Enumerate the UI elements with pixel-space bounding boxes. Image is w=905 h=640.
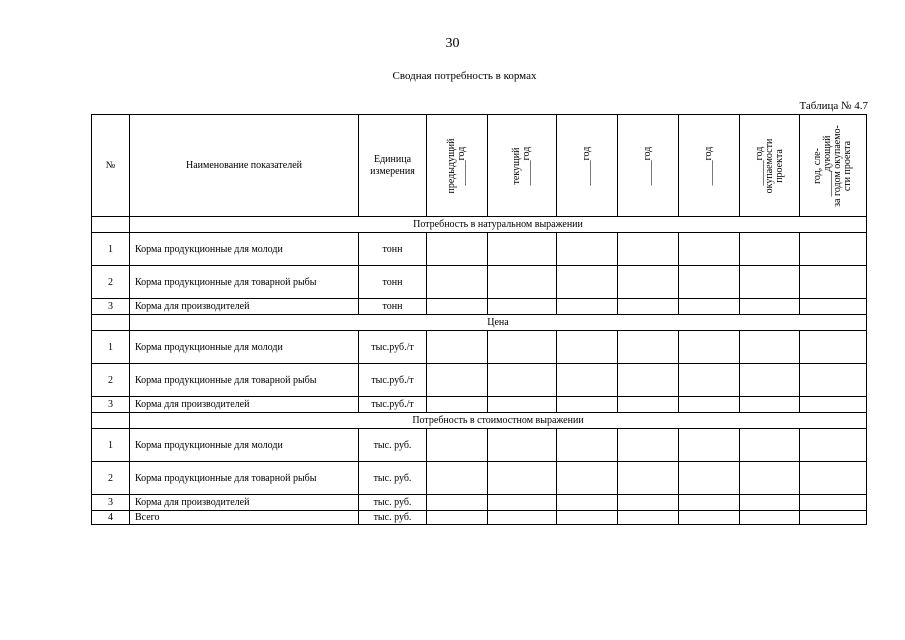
value-cell [488, 462, 557, 495]
value-cell [557, 495, 618, 511]
header-year-5 [740, 115, 800, 217]
value-cell [740, 266, 800, 299]
table-row [92, 266, 867, 299]
header-number [92, 115, 130, 217]
value-cell [618, 233, 679, 266]
section-title: Цена [130, 315, 867, 331]
feed-requirement-table [91, 114, 867, 525]
value-cell [618, 266, 679, 299]
table-body [92, 115, 867, 525]
value-cell [557, 233, 618, 266]
row-unit: тонн [359, 233, 427, 266]
value-cell [488, 397, 557, 413]
value-cell [427, 364, 488, 397]
row-name: Корма продукционные для товарной рыбы [130, 266, 359, 299]
header-year-0-line-1: _____год [456, 146, 467, 185]
value-cell [618, 397, 679, 413]
value-cell [679, 266, 740, 299]
value-cell [740, 462, 800, 495]
header-year-5-line-1: окупаемости [763, 138, 775, 193]
section-spacer-cell [92, 413, 130, 429]
value-cell [427, 495, 488, 511]
header-number-label: № [105, 160, 116, 171]
value-cell [679, 511, 740, 525]
value-cell [427, 511, 488, 525]
table-row [92, 429, 867, 462]
value-cell [488, 233, 557, 266]
value-cell [488, 511, 557, 525]
value-cell [740, 397, 800, 413]
value-cell [740, 429, 800, 462]
header-name [130, 115, 359, 217]
value-cell [800, 511, 867, 525]
row-number: 3 [92, 397, 130, 413]
value-cell [618, 331, 679, 364]
table-label: Таблица № 4.7 [799, 100, 868, 112]
value-cell [618, 364, 679, 397]
row-unit: тыс. руб. [359, 429, 427, 462]
value-cell [800, 233, 867, 266]
row-name: Корма продукционные для молоди [130, 233, 359, 266]
value-cell [800, 364, 867, 397]
header-year-1-line-1: _____год [521, 146, 532, 185]
header-year-6-line-0: год, сле- [812, 147, 823, 184]
header-year-6 [800, 115, 867, 217]
table-row [92, 462, 867, 495]
value-cell [800, 299, 867, 315]
value-cell [557, 462, 618, 495]
value-cell [427, 233, 488, 266]
value-cell [427, 266, 488, 299]
value-cell [618, 495, 679, 511]
row-name: Корма для производителей [130, 495, 359, 511]
value-cell [800, 397, 867, 413]
value-cell [679, 462, 740, 495]
section-title: Потребность в стоимостном выражении [130, 413, 867, 429]
value-cell [618, 511, 679, 525]
header-year-3 [618, 115, 679, 217]
section-spacer-cell [92, 315, 130, 331]
row-unit: тонн [359, 266, 427, 299]
value-cell [488, 364, 557, 397]
section-row [92, 413, 867, 429]
value-cell [427, 299, 488, 315]
value-cell [740, 299, 800, 315]
value-cell [488, 299, 557, 315]
value-cell [618, 299, 679, 315]
row-unit: тыс.руб./т [359, 331, 427, 364]
row-name: Корма продукционные для молоди [130, 331, 359, 364]
value-cell [557, 299, 618, 315]
section-title: Потребность в натуральном выражении [130, 217, 867, 233]
table-row [92, 364, 867, 397]
value-cell [557, 429, 618, 462]
row-unit: тыс. руб. [359, 511, 427, 525]
row-number: 3 [92, 495, 130, 511]
header-year-0 [427, 115, 488, 217]
header-year-6-line-3: сти проекта [842, 140, 853, 191]
row-number: 3 [92, 299, 130, 315]
value-cell [488, 429, 557, 462]
value-cell [557, 331, 618, 364]
value-cell [740, 233, 800, 266]
value-cell [618, 429, 679, 462]
value-cell [679, 364, 740, 397]
value-cell [488, 266, 557, 299]
value-cell [800, 429, 867, 462]
value-cell [740, 495, 800, 511]
row-number: 2 [92, 364, 130, 397]
row-name: Корма продукционные для молоди [130, 429, 359, 462]
value-cell [679, 397, 740, 413]
section-spacer-cell [92, 217, 130, 233]
header-unit [359, 115, 427, 217]
row-name: Корма продукционные для товарной рыбы [130, 462, 359, 495]
value-cell [740, 331, 800, 364]
header-year-2-line-0: _____год [581, 146, 592, 185]
value-cell [557, 266, 618, 299]
table-row [92, 331, 867, 364]
row-unit: тыс. руб. [359, 495, 427, 511]
section-row [92, 315, 867, 331]
value-cell [427, 397, 488, 413]
value-cell [557, 364, 618, 397]
row-number: 2 [92, 462, 130, 495]
table-row [92, 299, 867, 315]
header-year-6-line-2: за годом окупаемо- [832, 124, 843, 207]
table-row [92, 233, 867, 266]
row-number: 2 [92, 266, 130, 299]
table-row [92, 397, 867, 413]
page-number: 30 [445, 36, 460, 51]
row-unit: тыс.руб./т [359, 397, 427, 413]
row-number: 1 [92, 429, 130, 462]
header-unit-line2: измерения [370, 165, 415, 177]
header-year-1-line-0: текущий [511, 147, 522, 184]
header-year-4-line-0: _____год [703, 146, 714, 185]
header-row [92, 115, 867, 217]
value-cell [800, 495, 867, 511]
header-year-2 [557, 115, 618, 217]
row-name: Корма для производителей [130, 397, 359, 413]
value-cell [740, 511, 800, 525]
value-cell [679, 429, 740, 462]
value-cell [488, 331, 557, 364]
row-name: Всего [130, 511, 359, 525]
row-name: Корма для производителей [130, 299, 359, 315]
header-year-5-line-0: _____год [753, 146, 765, 185]
table-row [92, 511, 867, 525]
table-row [92, 495, 867, 511]
value-cell [679, 331, 740, 364]
row-number: 4 [92, 511, 130, 525]
value-cell [427, 462, 488, 495]
value-cell [679, 495, 740, 511]
header-year-6-line-1: _____дующий [822, 135, 833, 196]
row-unit: тыс. руб. [359, 462, 427, 495]
header-name-label: Наименование показателей [185, 160, 302, 171]
header-year-4 [679, 115, 740, 217]
section-row [92, 217, 867, 233]
document-title: Сводная потребность в кормах [392, 70, 537, 82]
header-year-3-line-0: _____год [642, 146, 653, 185]
value-cell [679, 299, 740, 315]
row-number: 1 [92, 331, 130, 364]
header-year-5-line-2: проекта [773, 148, 785, 183]
header-unit-line1: Единица [373, 153, 412, 165]
value-cell [679, 233, 740, 266]
value-cell [557, 397, 618, 413]
header-year-1 [488, 115, 557, 217]
value-cell [618, 462, 679, 495]
value-cell [740, 364, 800, 397]
value-cell [427, 429, 488, 462]
value-cell [557, 511, 618, 525]
row-name: Корма продукционные для товарной рыбы [130, 364, 359, 397]
row-unit: тонн [359, 299, 427, 315]
value-cell [800, 331, 867, 364]
value-cell [427, 331, 488, 364]
value-cell [800, 266, 867, 299]
value-cell [488, 495, 557, 511]
value-cell [800, 462, 867, 495]
row-unit: тыс.руб./т [359, 364, 427, 397]
header-year-0-line-0: предыдущий [446, 138, 457, 193]
row-number: 1 [92, 233, 130, 266]
